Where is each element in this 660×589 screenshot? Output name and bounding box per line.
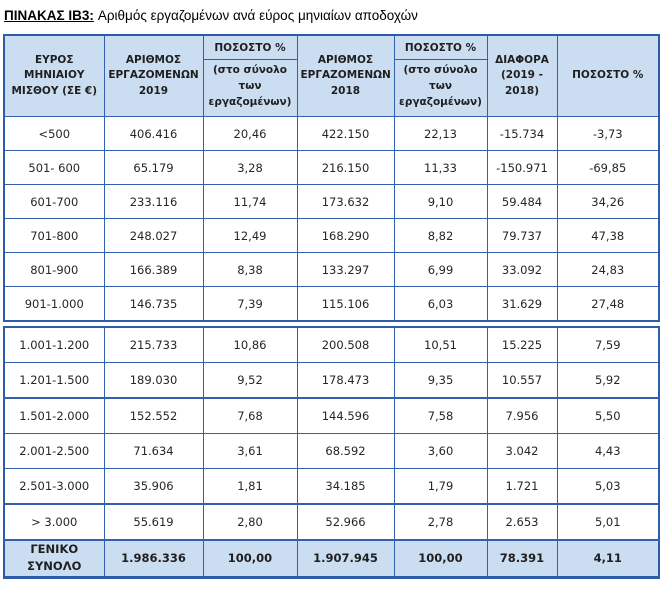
difference-cell: 2.653 (487, 504, 557, 540)
header-employees-2018: ΑΡΙΘΜΟΣ ΕΡΓΑΖΟΜΕΝΩΝ 2018 (297, 35, 394, 117)
pct-change-cell: -69,85 (557, 151, 659, 185)
salary-range-cell: 901-1.000 (4, 287, 104, 322)
pct-2019-cell: 7,68 (203, 398, 297, 434)
salary-range-cell: 801-900 (4, 253, 104, 287)
salary-table-lower (3, 326, 660, 579)
employees-2019-cell: 406.416 (104, 117, 203, 151)
pct-2019-cell: 7,39 (203, 287, 297, 322)
employees-2019-cell: 215.733 (104, 327, 203, 363)
grand-total-row (4, 540, 659, 577)
employees-2018-cell: 68.592 (297, 434, 394, 469)
header-pct-2019 (203, 35, 297, 117)
header-employees-2019: ΑΡΙΘΜΟΣ ΕΡΓΑΖΟΜΕΝΩΝ 2019 (104, 35, 203, 117)
table-row (4, 398, 659, 434)
difference-cell: 10.557 (487, 363, 557, 399)
pct-change-cell: 4,43 (557, 434, 659, 469)
difference-cell: 33.092 (487, 253, 557, 287)
salary-range-cell: <500 (4, 117, 104, 151)
pct-2019-cell: 8,38 (203, 253, 297, 287)
pct-change-cell: 34,26 (557, 185, 659, 219)
salary-table-container (3, 34, 658, 579)
pct-change-cell: 5,92 (557, 363, 659, 399)
employees-2018-cell: 115.106 (297, 287, 394, 322)
employees-2018-cell: 200.508 (297, 327, 394, 363)
salary-range-cell: 501- 600 (4, 151, 104, 185)
table-row (4, 469, 659, 505)
pct-change-cell: 5,01 (557, 504, 659, 540)
pct-change-cell: 5,03 (557, 469, 659, 505)
header-pct-2018-title: ΠΟΣΟΣΤΟ % (395, 38, 487, 60)
employees-2019-cell: 146.735 (104, 287, 203, 322)
header-row (4, 35, 659, 117)
header-pct-2019-subtitle: (στο σύνολο των εργαζομένων) (208, 64, 292, 108)
pct-2019-cell: 12,49 (203, 219, 297, 253)
employees-2019-cell: 152.552 (104, 398, 203, 434)
employees-2018-cell: 144.596 (297, 398, 394, 434)
table-row (4, 287, 659, 322)
employees-2018-cell: 133.297 (297, 253, 394, 287)
pct-2018-cell: 8,82 (394, 219, 487, 253)
employees-2018-cell: 422.150 (297, 117, 394, 151)
salary-range-cell: 701-800 (4, 219, 104, 253)
pct-2019-cell: 20,46 (203, 117, 297, 151)
table-header (4, 35, 659, 117)
employees-2018-cell: 52.966 (297, 504, 394, 540)
difference-cell: 1.721 (487, 469, 557, 505)
employees-2018-cell: 216.150 (297, 151, 394, 185)
employees-2019-cell: 166.389 (104, 253, 203, 287)
header-difference: ΔΙΑΦΟΡΑ (2019 - 2018) (487, 35, 557, 117)
pct-2019-cell: 3,28 (203, 151, 297, 185)
table-row (4, 219, 659, 253)
pct-2018-cell: 22,13 (394, 117, 487, 151)
employees-2018-cell: 34.185 (297, 469, 394, 505)
pct-2019-cell: 11,74 (203, 185, 297, 219)
employees-2018-cell: 173.632 (297, 185, 394, 219)
employees-2019-cell: 55.619 (104, 504, 203, 540)
pct-change-cell: 5,50 (557, 398, 659, 434)
employees-2019-cell: 189.030 (104, 363, 203, 399)
header-pct-2018-subtitle: (στο σύνολο των εργαζομένων) (399, 64, 482, 108)
difference-cell: 15.225 (487, 327, 557, 363)
employees-2018-cell: 178.473 (297, 363, 394, 399)
pct-2018-cell: 9,10 (394, 185, 487, 219)
header-pct-2019-title: ΠΟΣΟΣΤΟ % (204, 38, 297, 60)
table-row (4, 363, 659, 399)
salary-range-cell: > 3.000 (4, 504, 104, 540)
pct-change-cell: 47,38 (557, 219, 659, 253)
pct-2018-cell: 7,58 (394, 398, 487, 434)
difference-cell: 79.737 (487, 219, 557, 253)
table-row (4, 185, 659, 219)
table-title-text: Αριθμός εργαζομένων ανά εύρος μηνιαίων αποδοχών (97, 8, 418, 23)
pct-2018-cell: 11,33 (394, 151, 487, 185)
table-row (4, 434, 659, 469)
pct-2018-cell: 1,79 (394, 469, 487, 505)
pct-2018-cell: 3,60 (394, 434, 487, 469)
salary-range-cell: 1.201-1.500 (4, 363, 104, 399)
pct-2018-cell: 2,78 (394, 504, 487, 540)
grand-total-label: ΓΕΝΙΚΟ ΣΥΝΟΛΟ (4, 540, 104, 577)
difference-cell: 59.484 (487, 185, 557, 219)
salary-range-cell: 2.501-3.000 (4, 469, 104, 505)
pct-2018-cell: 6,99 (394, 253, 487, 287)
employees-2019-cell: 233.116 (104, 185, 203, 219)
total-pct-2019-cell: 100,00 (203, 540, 297, 577)
pct-2019-cell: 10,86 (203, 327, 297, 363)
difference-cell: 7.956 (487, 398, 557, 434)
salary-table-upper (3, 34, 660, 322)
difference-cell: 31.629 (487, 287, 557, 322)
table-number-label: ΠΙΝΑΚΑΣ ΙΒ3: (4, 8, 94, 23)
pct-2019-cell: 3,61 (203, 434, 297, 469)
pct-change-cell: 27,48 (557, 287, 659, 322)
salary-range-cell: 601-700 (4, 185, 104, 219)
employees-2018-cell: 168.290 (297, 219, 394, 253)
table-row (4, 327, 659, 363)
employees-2019-cell: 65.179 (104, 151, 203, 185)
header-pct-2018 (394, 35, 487, 117)
pct-2018-cell: 9,35 (394, 363, 487, 399)
total-employees-2019-cell: 1.986.336 (104, 540, 203, 577)
difference-cell: -15.734 (487, 117, 557, 151)
total-employees-2018-cell: 1.907.945 (297, 540, 394, 577)
header-pct-change: ΠΟΣΟΣΤΟ % (557, 35, 659, 117)
table-row (4, 504, 659, 540)
pct-2018-cell: 10,51 (394, 327, 487, 363)
salary-range-cell: 1.001-1.200 (4, 327, 104, 363)
table-row (4, 117, 659, 151)
pct-2019-cell: 2,80 (203, 504, 297, 540)
total-pct-2018-cell: 100,00 (394, 540, 487, 577)
pct-2019-cell: 1,81 (203, 469, 297, 505)
pct-change-cell: -3,73 (557, 117, 659, 151)
pct-change-cell: 7,59 (557, 327, 659, 363)
page-title (4, 8, 660, 23)
total-pct-change-cell: 4,11 (557, 540, 659, 577)
pct-2019-cell: 9,52 (203, 363, 297, 399)
pct-change-cell: 24,83 (557, 253, 659, 287)
salary-range-cell: 2.001-2.500 (4, 434, 104, 469)
employees-2019-cell: 248.027 (104, 219, 203, 253)
salary-range-cell: 1.501-2.000 (4, 398, 104, 434)
total-difference-cell: 78.391 (487, 540, 557, 577)
table-row (4, 151, 659, 185)
header-salary-range: ΕΥΡΟΣ ΜΗΝΙΑΙΟΥ ΜΙΣΘΟΥ (ΣΕ €) (4, 35, 104, 117)
pct-2018-cell: 6,03 (394, 287, 487, 322)
difference-cell: -150.971 (487, 151, 557, 185)
table-row (4, 253, 659, 287)
difference-cell: 3.042 (487, 434, 557, 469)
employees-2019-cell: 35.906 (104, 469, 203, 505)
employees-2019-cell: 71.634 (104, 434, 203, 469)
